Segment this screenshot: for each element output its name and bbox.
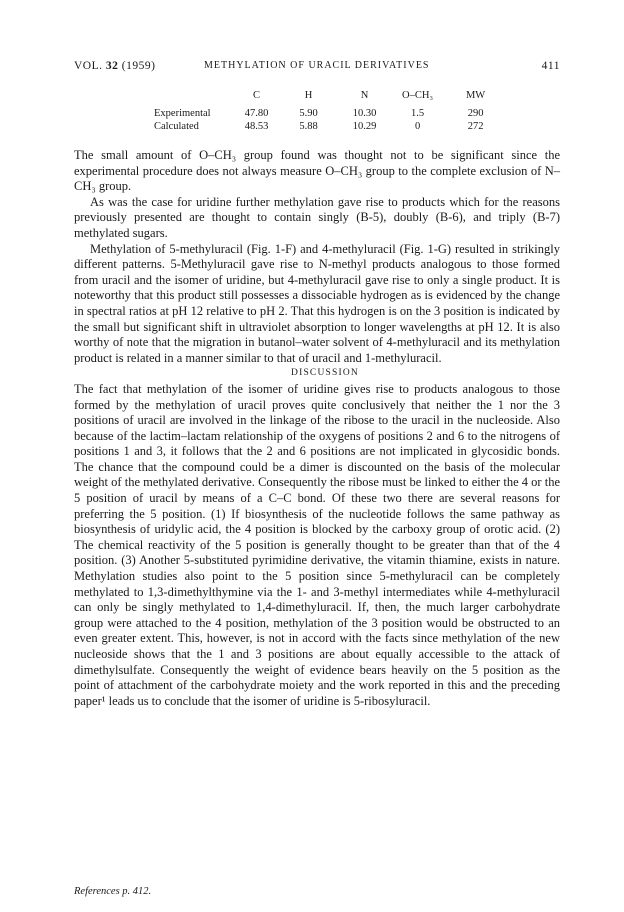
page-number: 411 xyxy=(541,60,560,72)
table-cell: 48.53 xyxy=(244,121,269,132)
paragraph: The small amount of O–CH₃ group found was thought not to be significant since the experimental procedure does not always measure O–CH₃ group to the complete exclusion of N–CH₃ group. xyxy=(74,148,560,194)
table-header-row xyxy=(154,90,509,107)
article-body xyxy=(74,148,560,709)
section-heading: DISCUSSION xyxy=(291,368,359,379)
col-header: N xyxy=(360,90,369,101)
table-row xyxy=(154,107,509,120)
col-header: MW xyxy=(465,90,486,101)
volume-number: 32 xyxy=(105,60,119,72)
references-note: References p. 412. xyxy=(74,886,152,897)
paragraph: The fact that methylation of the isomer of uridine gives rise to products analogous to those formed by the methylation of uracil proves quite conclusively that neither the 1 nor the 3 positions of uracil are involved in the linkage of the ribose to the uracil in the nucleoside. Also because of the lactim–lactam relationship of the oxygens of positions 2 and 6 to the nitrogens of positions 1 and 3, it follows that the 2 and 6 positions are not implicated in glycosidic bonds. The chance that the compound could be a dimer is discounted on the basis of the molecular weight of the methylated derivative. Consequently the ribose must be linked to either the 4 or the 5 position of uracil by means of a C–C bond. Of these two there are several reasons for preferring the 5 position. (1) If biosynthesis of the nucleotide follows the same pathway as biosynthesis of uridylic acid, the 4 position is blocked by the carboxy group of orotic acid. (2) The chemical reactivity of the 5 position is generally thought to be greater than that of the 4 position. (3) Another 5-substituted pyrimidine derivative, the vitamin thiamine, exists in nature. Methylation studies also point to the 5 position since 5-methyluracil can be completely methylated to 1,3-dimethylthymine via the 1- and 3-methyl intermediates while 4-methyluracil can only be singly methylated to 1,4-dimethyluracil. If, then, the much larger carbohydrate group were attached to the 4 position, methylation of the 3 position would be obstructed to an even greater extent. This, however, is not in accord with the facts since methylation of the new nucleoside shows that the 1 and 3 positions are about equally accessible to the attack of dimethylsulfate. Consequently the weight of evidence bears heavily on the 5 position as the point of attachment of the carbohydrate moiety and the work reported in this and the preceding paper¹ leads us to conclude that the isomer of uridine is 5-ribosyluracil. xyxy=(74,381,560,708)
table-cell: 1.5 xyxy=(411,108,425,119)
paragraph: As was the case for uridine further methylation gave rise to products which for the reasons previously presented are thought to contain singly (B-5), doubly (B-6), and triply (B-7) methylated sugars. xyxy=(74,194,560,240)
row-label: Calculated xyxy=(154,121,199,132)
running-header xyxy=(74,60,560,80)
table-cell: 290 xyxy=(467,108,484,119)
table-cell: 5.90 xyxy=(299,108,318,119)
col-header: H xyxy=(304,90,313,101)
row-label: Experimental xyxy=(154,108,211,119)
paragraph: Methylation of 5-methyluracil (Fig. 1-F) and 4-methyluracil (Fig. 1-G) resulted in strikingly different patterns. 5-Methyluracil gave rise to N-methyl products analogous to those formed from uracil and the isomer of uridine, but 4-methyluracil gave rise to only a single product. It is noteworthy that this product still possesses a dissociable hydrogen as is evidenced by the change in spectral ratios at pH 12 relative to pH 2. That this hydrogen is on the 3 position is indicated by the small but significant shift in ultraviolet absorption to longer wavelengths at pH 12. It is also worthy of note that the migration in butanol–water solvent of 4-methyluracil and its methylation product is related in a manner similar to that of uracil and 1-methyluracil. xyxy=(74,241,560,365)
table-cell: 10.29 xyxy=(352,121,377,132)
running-title: METHYLATION OF URACIL DERIVATIVES xyxy=(204,60,430,71)
volume-info: VOL. 32 (1959) xyxy=(74,60,156,72)
composition-table xyxy=(154,90,509,133)
col-header: O–CH₃ xyxy=(402,90,434,101)
table-row xyxy=(154,120,509,133)
table-cell: 5.88 xyxy=(299,121,318,132)
table-cell: 47.80 xyxy=(244,108,269,119)
table-cell: 272 xyxy=(467,121,484,132)
journal-page xyxy=(74,60,560,897)
col-header: C xyxy=(253,90,261,101)
table-cell: 0 xyxy=(414,121,421,132)
table-cell: 10.30 xyxy=(352,108,377,119)
